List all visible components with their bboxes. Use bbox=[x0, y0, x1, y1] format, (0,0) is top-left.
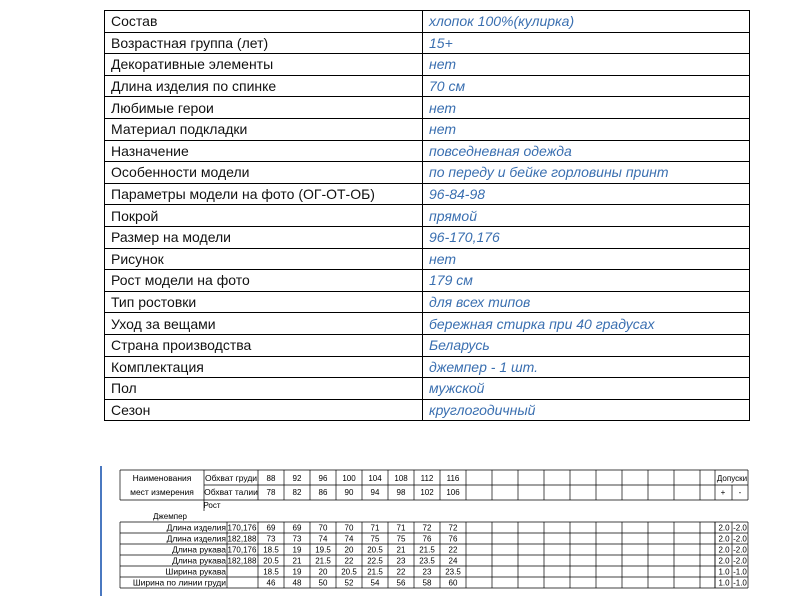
spec-row bbox=[105, 248, 750, 270]
size-value: 72 bbox=[448, 523, 458, 533]
measure-name: Длина рукава bbox=[172, 555, 226, 566]
size-value: 23.5 bbox=[419, 556, 435, 566]
size-value: 23 bbox=[396, 556, 406, 566]
header-label: Наименования bbox=[132, 473, 192, 483]
measure-name: Длина рукава bbox=[172, 544, 226, 555]
spec-value: джемпер - 1 шт. bbox=[423, 356, 750, 378]
spec-value: круглогодичный bbox=[423, 399, 750, 421]
size-value: 74 bbox=[318, 534, 328, 544]
spec-label: Сезон bbox=[105, 399, 423, 421]
product-label: Джемпер bbox=[153, 512, 187, 521]
height-label: Рост bbox=[203, 501, 221, 510]
chest-label: Обхват груди bbox=[204, 473, 258, 483]
spec-row bbox=[105, 32, 750, 54]
spec-label: Пол bbox=[105, 378, 423, 400]
spec-label: Состав bbox=[105, 11, 423, 33]
tolerances-label: Допуски bbox=[716, 474, 748, 483]
spec-label: Возрастная группа (лет) bbox=[105, 32, 423, 54]
waist-value: 98 bbox=[396, 488, 406, 497]
product-spec-body bbox=[105, 11, 750, 421]
spec-value: бережная стирка при 40 градусах bbox=[423, 313, 750, 335]
size-value: 60 bbox=[448, 578, 458, 588]
size-value: 69 bbox=[292, 523, 302, 533]
row-height: 170,176 bbox=[227, 523, 257, 533]
size-value: 76 bbox=[448, 534, 458, 544]
size-value: 72 bbox=[422, 523, 432, 533]
size-value: 24 bbox=[448, 556, 458, 566]
size-value: 22 bbox=[344, 556, 354, 566]
chest-value: 108 bbox=[394, 474, 408, 483]
waist-value: 94 bbox=[370, 488, 380, 497]
measure-name: Ширина по линии груди bbox=[132, 577, 226, 588]
spec-row bbox=[105, 140, 750, 162]
spec-value: 15+ bbox=[423, 32, 750, 54]
tolerance-minus: -1.0 bbox=[733, 578, 747, 588]
size-value: 22 bbox=[396, 567, 406, 577]
size-value: 21.5 bbox=[419, 545, 435, 555]
size-value: 21 bbox=[396, 545, 406, 555]
size-value: 56 bbox=[396, 578, 406, 588]
waist-value: 90 bbox=[344, 488, 354, 497]
spec-label: Рисунок bbox=[105, 248, 423, 270]
tolerance-minus-sign: - bbox=[738, 488, 742, 497]
tolerance-plus: 2.0 bbox=[718, 523, 730, 533]
spec-row bbox=[105, 183, 750, 205]
chest-value: 112 bbox=[420, 474, 434, 483]
spec-label: Длина изделия по спинке bbox=[105, 75, 423, 97]
tolerance-minus: -2.0 bbox=[733, 545, 747, 555]
tolerance-plus: 2.0 bbox=[718, 556, 730, 566]
size-value: 21 bbox=[292, 556, 302, 566]
size-value: 21.5 bbox=[367, 567, 383, 577]
size-value: 23.5 bbox=[445, 567, 461, 577]
size-value: 76 bbox=[422, 534, 432, 544]
size-value: 58 bbox=[422, 578, 432, 588]
size-chart-grid bbox=[100, 466, 760, 596]
spec-row bbox=[105, 54, 750, 76]
size-value: 71 bbox=[396, 523, 406, 533]
size-value: 19 bbox=[292, 567, 302, 577]
spec-row bbox=[105, 313, 750, 335]
size-value: 20 bbox=[344, 545, 354, 555]
row-height: 170,176 bbox=[227, 545, 257, 555]
waist-value: 78 bbox=[266, 488, 276, 497]
chest-value: 100 bbox=[342, 474, 356, 483]
header-label: мест измерения bbox=[130, 487, 194, 497]
spec-label: Уход за вещами bbox=[105, 313, 423, 335]
size-value: 54 bbox=[370, 578, 380, 588]
spec-value: мужской bbox=[423, 378, 750, 400]
chest-value: 88 bbox=[266, 474, 276, 483]
tolerance-plus: 2.0 bbox=[718, 545, 730, 555]
spec-label: Параметры модели на фото (ОГ-ОТ-ОБ) bbox=[105, 183, 423, 205]
chest-value: 92 bbox=[292, 474, 302, 483]
spec-row bbox=[105, 75, 750, 97]
spec-row bbox=[105, 97, 750, 119]
tolerance-plus-sign: + bbox=[720, 488, 726, 497]
size-value: 21.5 bbox=[315, 556, 331, 566]
size-value: 18.5 bbox=[263, 567, 279, 577]
waist-value: 86 bbox=[318, 488, 328, 497]
spec-value: нет bbox=[423, 54, 750, 76]
spec-value: повседневная одежда bbox=[423, 140, 750, 162]
spec-row bbox=[105, 399, 750, 421]
spec-row bbox=[105, 270, 750, 292]
spec-row bbox=[105, 11, 750, 33]
size-value: 50 bbox=[318, 578, 328, 588]
size-value: 74 bbox=[344, 534, 354, 544]
size-chart bbox=[100, 466, 760, 596]
size-value: 73 bbox=[266, 534, 276, 544]
tolerance-minus: -2.0 bbox=[733, 556, 747, 566]
tolerance-plus: 2.0 bbox=[718, 534, 730, 544]
size-value: 18.5 bbox=[263, 545, 279, 555]
spec-value: нет bbox=[423, 97, 750, 119]
chest-value: 116 bbox=[446, 474, 460, 483]
spec-row bbox=[105, 378, 750, 400]
spec-value: по переду и бейке горловины принт bbox=[423, 162, 750, 184]
size-value: 69 bbox=[266, 523, 276, 533]
product-spec-table bbox=[104, 10, 750, 421]
size-value: 23 bbox=[422, 567, 432, 577]
tolerance-minus: -2.0 bbox=[733, 523, 747, 533]
size-value: 48 bbox=[292, 578, 302, 588]
row-height: 182,188 bbox=[227, 556, 257, 566]
spec-label: Декоративные элементы bbox=[105, 54, 423, 76]
size-value: 46 bbox=[266, 578, 276, 588]
spec-value: для всех типов bbox=[423, 291, 750, 313]
size-value: 75 bbox=[396, 534, 406, 544]
size-value: 20 bbox=[318, 567, 328, 577]
spec-value: прямой bbox=[423, 205, 750, 227]
size-value: 52 bbox=[344, 578, 354, 588]
spec-row bbox=[105, 205, 750, 227]
spec-row bbox=[105, 291, 750, 313]
spec-row bbox=[105, 356, 750, 378]
tolerance-plus: 1.0 bbox=[718, 567, 730, 577]
size-value: 22.5 bbox=[367, 556, 383, 566]
spec-label: Назначение bbox=[105, 140, 423, 162]
spec-row bbox=[105, 118, 750, 140]
spec-value: 96-170,176 bbox=[423, 226, 750, 248]
measure-name: Ширина рукава bbox=[165, 566, 226, 577]
spec-value: 96-84-98 bbox=[423, 183, 750, 205]
tolerance-plus: 1.0 bbox=[718, 578, 730, 588]
size-value: 73 bbox=[292, 534, 302, 544]
spec-row bbox=[105, 226, 750, 248]
spec-value: нет bbox=[423, 118, 750, 140]
spec-label: Тип ростовки bbox=[105, 291, 423, 313]
spec-value: Беларусь bbox=[423, 334, 750, 356]
spec-label: Комплектация bbox=[105, 356, 423, 378]
size-value: 22 bbox=[448, 545, 458, 555]
spec-label: Рост модели на фото bbox=[105, 270, 423, 292]
chest-value: 96 bbox=[318, 474, 328, 483]
size-value: 71 bbox=[370, 523, 380, 533]
waist-value: 106 bbox=[446, 488, 460, 497]
size-value: 19 bbox=[292, 545, 302, 555]
spec-label: Материал подкладки bbox=[105, 118, 423, 140]
waist-value: 82 bbox=[292, 488, 302, 497]
size-value: 75 bbox=[370, 534, 380, 544]
accent-bar bbox=[100, 466, 102, 596]
spec-label: Покрой bbox=[105, 205, 423, 227]
size-value: 19.5 bbox=[315, 545, 331, 555]
spec-label: Любимые герои bbox=[105, 97, 423, 119]
size-value: 20.5 bbox=[263, 556, 279, 566]
chest-value: 104 bbox=[368, 474, 382, 483]
row-height: 182,188 bbox=[227, 534, 257, 544]
tolerance-minus: -2.0 bbox=[733, 534, 747, 544]
spec-value: нет bbox=[423, 248, 750, 270]
tolerance-minus: -1.0 bbox=[733, 567, 747, 577]
size-value: 70 bbox=[344, 523, 354, 533]
spec-value: 70 см bbox=[423, 75, 750, 97]
spec-label: Страна производства bbox=[105, 334, 423, 356]
waist-label: Обхват талии bbox=[204, 487, 258, 497]
spec-label: Особенности модели bbox=[105, 162, 423, 184]
spec-label: Размер на модели bbox=[105, 226, 423, 248]
spec-value: 179 см bbox=[423, 270, 750, 292]
measure-name: Длина изделия bbox=[166, 533, 226, 544]
measure-name: Длина изделия bbox=[166, 522, 226, 533]
spec-row bbox=[105, 162, 750, 184]
size-value: 20.5 bbox=[341, 567, 357, 577]
spec-value: хлопок 100%(кулирка) bbox=[423, 11, 750, 33]
size-value: 20.5 bbox=[367, 545, 383, 555]
waist-value: 102 bbox=[420, 488, 434, 497]
spec-row bbox=[105, 334, 750, 356]
size-value: 70 bbox=[318, 523, 328, 533]
